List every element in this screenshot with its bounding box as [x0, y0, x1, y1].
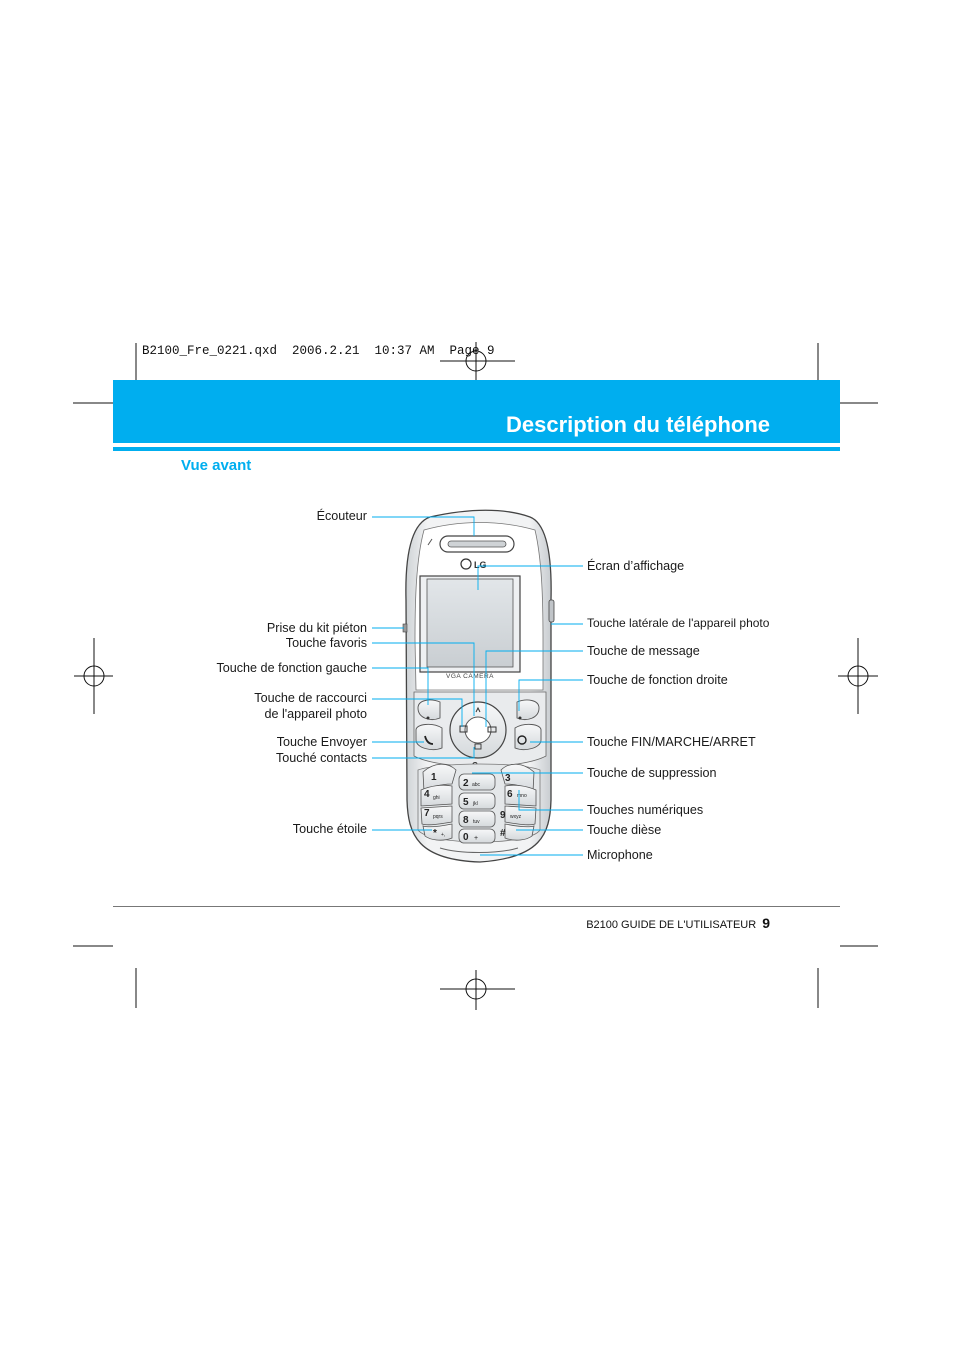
svg-text:9: 9	[500, 810, 506, 821]
key-2	[459, 774, 495, 790]
svg-text:ghi: ghi	[433, 795, 440, 801]
key-star	[423, 824, 452, 840]
svg-text:6: 6	[507, 789, 513, 800]
label-fin: Touche FIN/MARCHE/ARRET	[587, 735, 756, 749]
page-title: Description du téléphone	[505, 412, 770, 437]
svg-text:+,: +,	[441, 832, 446, 838]
key-6	[505, 785, 536, 806]
svg-text:8: 8	[463, 815, 469, 826]
svg-text:jkl: jkl	[473, 801, 478, 807]
label-ecouteur: Écouteur	[316, 509, 367, 523]
svg-text:3: 3	[505, 773, 511, 784]
label-fonction-droite: Touche de fonction droite	[587, 673, 728, 687]
label-raccourci-line2: de l'appareil photo	[264, 707, 367, 721]
svg-text:+: +	[474, 835, 479, 842]
svg-text:1: 1	[431, 772, 437, 783]
svg-text:0: 0	[463, 832, 469, 843]
key-7	[421, 806, 452, 825]
svg-text:5: 5	[463, 797, 469, 808]
page-number: 9	[762, 915, 770, 931]
svg-text:pqrs: pqrs	[433, 814, 443, 820]
key-0	[459, 829, 495, 843]
label-favoris: Touche favoris	[285, 636, 367, 650]
key-8	[459, 811, 495, 827]
ok-key	[465, 717, 491, 743]
footer-rule	[113, 906, 840, 907]
svg-text:tuv: tuv	[473, 819, 480, 825]
display-screen	[427, 579, 513, 667]
svg-text:4: 4	[424, 789, 430, 800]
svg-text:mno: mno	[517, 793, 527, 799]
label-suppression: Touche de suppression	[587, 766, 717, 780]
label-raccourci-line1: Touche de raccourci	[254, 691, 367, 705]
key-4	[421, 785, 452, 806]
svg-text:7: 7	[424, 808, 430, 819]
label-laterale: Touche latérale de l'appareil photo	[587, 616, 770, 630]
svg-text:#: #	[500, 828, 506, 839]
svg-text:abc: abc	[472, 782, 481, 788]
label-kit-pieton: Prise du kit piéton	[266, 621, 367, 635]
file-slug: B2100_Fre_0221.qxd 2006.2.21 10:37 AM Page 9	[142, 344, 495, 358]
key-hash	[500, 824, 534, 840]
label-ecran: Écran d’affichage	[587, 559, 685, 573]
footer	[586, 915, 770, 931]
brand-text: LG	[474, 560, 487, 570]
label-diese: Touche dièse	[587, 823, 662, 837]
label-message: Touche de message	[587, 644, 700, 658]
label-numeriques: Touches numériques	[587, 803, 704, 817]
svg-text:2: 2	[463, 778, 469, 789]
label-envoyer: Touche Envoyer	[276, 735, 367, 749]
label-contacts: Touché contacts	[275, 751, 367, 765]
key-9	[500, 806, 536, 825]
section-title: Vue avant	[181, 457, 252, 474]
svg-text:*: *	[433, 828, 437, 839]
label-etoile: Touche étoile	[292, 822, 367, 836]
side-camera-key	[549, 600, 554, 622]
send-key	[416, 724, 442, 749]
footer-text: B2100 GUIDE DE L'UTILISATEUR	[586, 919, 757, 931]
svg-text:wxyz: wxyz	[510, 814, 522, 820]
label-microphone: Microphone	[587, 848, 653, 862]
label-fonction-gauche: Touche de fonction gauche	[216, 661, 367, 675]
key-5	[459, 793, 495, 809]
screen-caption: VGA CAMERA	[446, 673, 494, 680]
